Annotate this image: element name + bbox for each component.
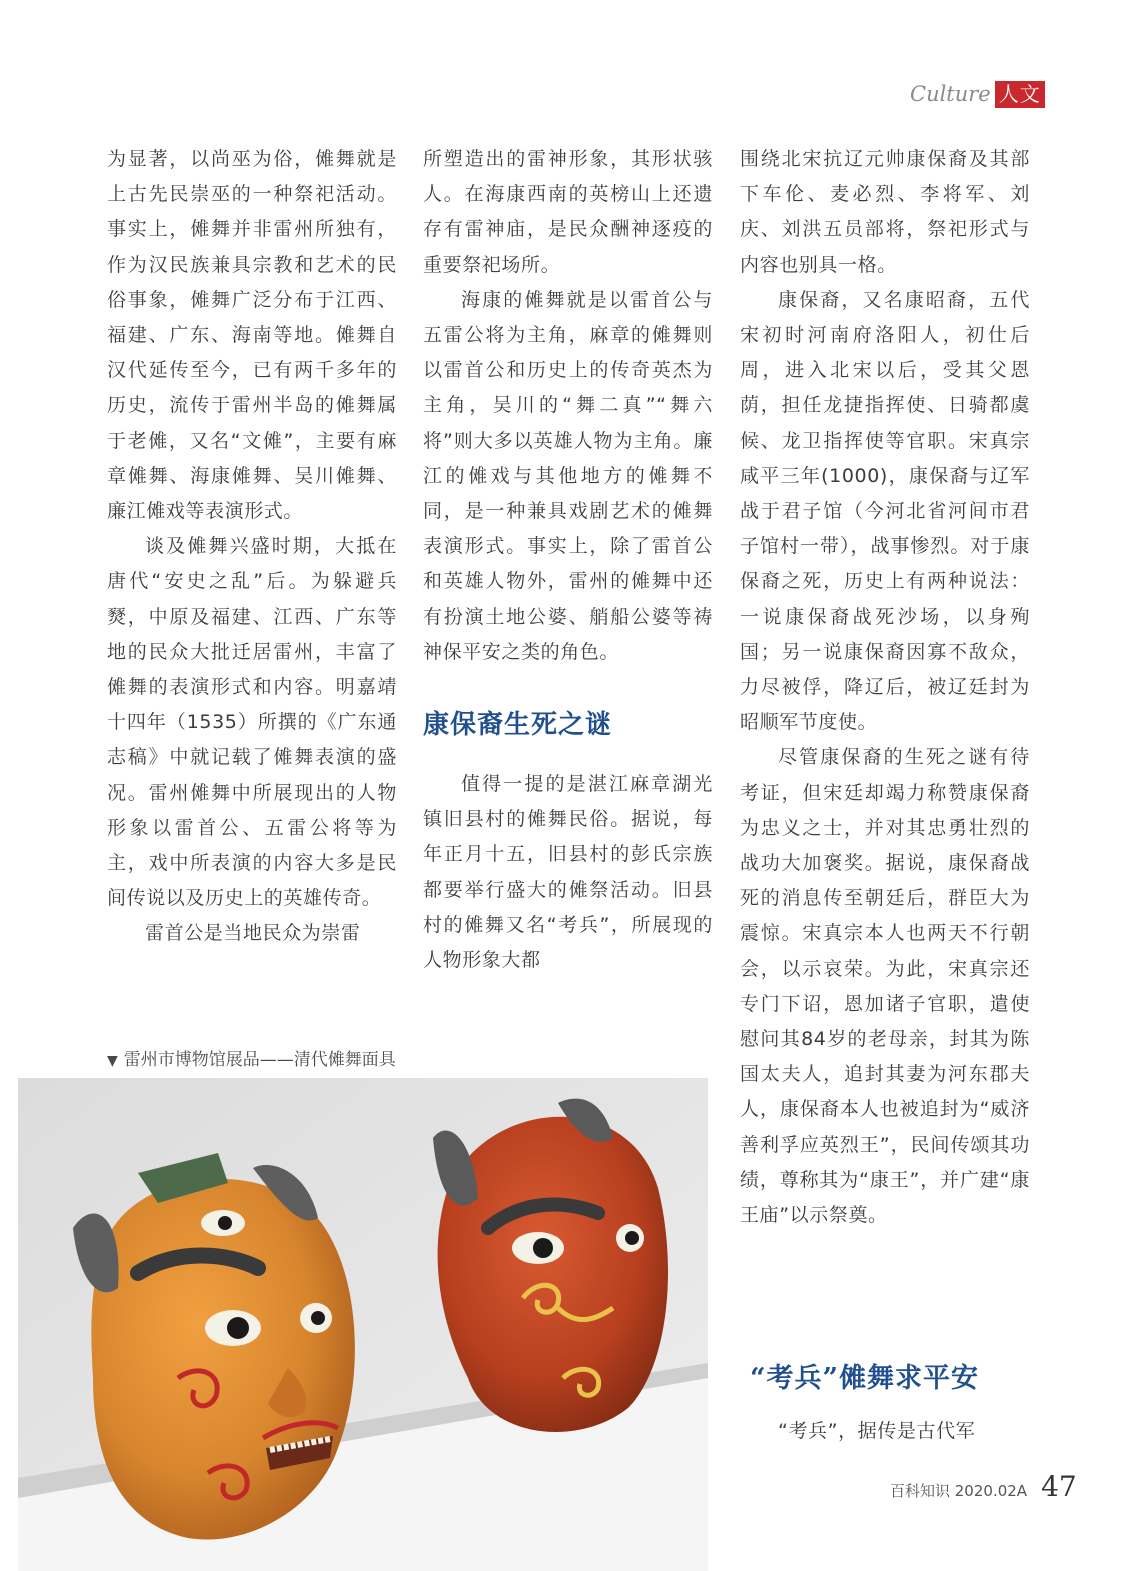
section-heading: 康保裔生死之谜 bbox=[423, 710, 613, 741]
paragraph: 所塑造出的雷神形象，其形状骇人。在海康西南的英榜山上还遗存有雷神庙，是民众酬神逐疫的重要祭祀场所。 bbox=[423, 148, 713, 276]
column-2 bbox=[423, 142, 713, 978]
section-tag: 人文 bbox=[995, 81, 1045, 108]
page-number: 47 bbox=[1041, 1470, 1077, 1503]
paragraph: 为显著，以尚巫为俗，傩舞就是上古先民崇巫的一种祭祀活动。事实上，傩舞并非雷州所独有，作为汉民族兼具宗教和艺术的民俗事象，傩舞广泛分布于江西、福建、广东、海南等地。傩舞自汉代延传至今，已有两千多年的历史，流传于雷州半岛的傩舞属于老傩，又名“文傩”，主要有麻章傩舞、海康傩舞、吴川傩舞、廉江傩戏等表演形式。 bbox=[107, 148, 397, 523]
page-footer bbox=[890, 1470, 1077, 1503]
triangle-marker-icon: ▼ bbox=[107, 1053, 118, 1069]
section-heading: “考兵”傩舞求平安 bbox=[750, 1363, 980, 1394]
paragraph: 谈及傩舞兴盛时期，大抵在唐代“安史之乱”后。为躲避兵燹，中原及福建、江西、广东等地的民众大批迁居雷州，丰富了傩舞的表演形式和内容。明嘉靖十四年（1535）所撰的《广东通志稿》中就记载了傩舞表演的盛况。雷州傩舞中所展现出的人物形象以雷首公、五雷公将等为主，戏中所表演的内容大多是民间传说以及历史上的英雄传奇。 bbox=[107, 535, 397, 910]
section-header bbox=[910, 80, 1045, 108]
paragraph: 康保裔，又名康昭裔，五代宋初时河南府洛阳人，初仕后周，进入北宋以后，受其父恩荫，担任龙捷指挥使、日骑都虞候、龙卫指挥使等官职。宋真宗咸平三年(1000)，康保裔与辽军战于君子馆（今河北省河间市君子馆村一带），战事惨烈。对于康保裔之死，历史上有两种说法：一说康保裔战死沙场，以身殉国；另一说康保裔因寡不敌众，力尽被俘，降辽后，被辽廷封为昭顺军节度使。 bbox=[740, 288, 1030, 734]
magazine-issue: 百科知识 2020.02A bbox=[890, 1482, 1028, 1500]
mask-photo bbox=[18, 1078, 708, 1571]
paragraph: 尽管康保裔的生死之谜有待考证，但宋廷却竭力称赞康保裔为忠义之士，并对其忠勇壮烈的战功大加褒奖。据说，康保裔战死的消息传至朝廷后，群臣大为震惊。宋真宗本人也两天不行朝会，以示哀荣。为此，宋真宗还专门下诏，恩加诸子官职，遣使慰问其84岁的老母亲，封其为陈国太夫人，追封其妻为河东郡夫人，康保裔本人也被追封为“威济善利孚应英烈王”，民间传颂其功绩，尊称其为“康王”，并广建“康王庙”以示祭奠。 bbox=[740, 746, 1030, 1227]
photo-caption bbox=[107, 1045, 396, 1070]
paragraph: 雷首公是当地民众为崇雷 bbox=[145, 922, 361, 945]
column-1 bbox=[107, 142, 397, 952]
paragraph: 海康的傩舞就是以雷首公与五雷公将为主角，麻章的傩舞则以雷首公和历史上的传奇英杰为主角，吴川的“舞二真”“舞六将”则大多以英雄人物为主角。廉江的傩戏与其他地方的傩舞不同，是一种兼具戏剧艺术的傩舞表演形式。事实上，除了雷首公和英雄人物外，雷州的傩舞中还有扮演土地公婆、艄船公婆等祷神保平安之类的角色。 bbox=[423, 288, 713, 663]
caption-text: 雷州市博物馆展品——清代傩舞面具 bbox=[123, 1050, 396, 1070]
paragraph: 值得一提的是湛江麻章湖光镇旧县村的傩舞民俗。据说，每年正月十五，旧县村的彭氏宗族都要举行盛大的傩祭活动。旧县村的傩舞又名“考兵”，所展现的人物形象大都 bbox=[423, 773, 713, 972]
section-label: Culture bbox=[910, 82, 991, 106]
column-3 bbox=[740, 142, 1030, 1233]
paragraph: “考兵”，据传是古代军 bbox=[778, 1420, 976, 1442]
paragraph: 围绕北宋抗辽元帅康保裔及其部下车伦、麦必烈、李将军、刘庆、刘洪五员部将，祭祀形式与内容也别具一格。 bbox=[740, 148, 1030, 276]
